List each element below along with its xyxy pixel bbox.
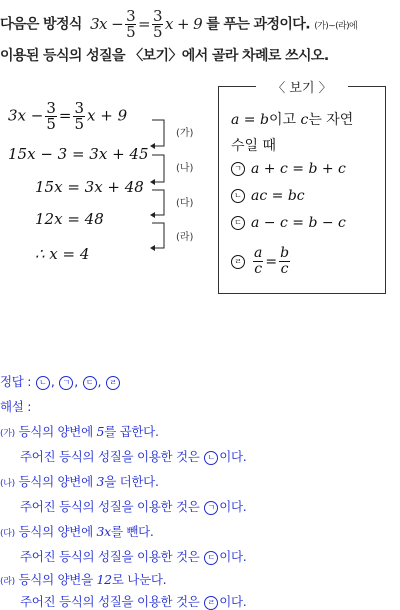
bogi-title: 〈 보기 〉 <box>256 77 348 95</box>
explain-text2: 을 더한다. <box>104 474 159 489</box>
explain-3-line-2 <box>20 547 246 565</box>
explain-mark: ㄷ <box>204 551 218 565</box>
bogi-expr: a + c = b + c <box>251 161 346 177</box>
step-label-2: (나) <box>176 163 194 174</box>
step-2: 15x = 3x + 48 <box>35 178 144 196</box>
answer-line: 정답 : ㄴ , ㄱ , ㄷ , ㄹ <box>0 372 121 390</box>
answer-mark-3: ㄷ <box>83 376 97 390</box>
item4-den2: c <box>280 261 289 277</box>
explain-1-line-1 <box>0 422 159 440</box>
bogi-condition-2: 수일 때 <box>231 138 277 154</box>
explain-suffix: 이다. <box>219 499 247 514</box>
bracket-3 <box>152 190 164 215</box>
explain-num: 12 <box>96 572 112 587</box>
explain-num: 3x <box>96 524 111 539</box>
explain-text: 등식의 양변을 <box>18 572 93 587</box>
step-4: ∴ x = 4 <box>35 245 90 263</box>
item4-eq: = <box>265 253 278 270</box>
frac-num: 3 <box>126 7 136 25</box>
explain-text: 등식의 양변에 <box>18 524 93 539</box>
explain-4-line-1 <box>0 570 166 588</box>
explain-prefix: 주어진 등식의 성질을 이용한 것은 <box>20 549 200 564</box>
explain-label: 해설 : <box>0 399 32 414</box>
answer-mark-1: ㄴ <box>36 376 50 390</box>
problem-prefix: 다음은 방정식 <box>0 16 82 33</box>
explain-num: 3 <box>96 474 105 489</box>
bracket-1 <box>152 120 164 146</box>
step-label-4: (라) <box>176 232 194 243</box>
explain-prefix: 주어진 등식의 성질을 이용한 것은 <box>20 449 200 464</box>
explain-text2: 로 나눈다. <box>111 572 167 587</box>
step0-num2: 3 <box>74 99 85 117</box>
circled-mark: ㄴ <box>231 189 245 203</box>
bracket-4 <box>152 223 164 248</box>
step-label-1: (가) <box>176 128 194 139</box>
explain-num: 5 <box>96 424 105 439</box>
bogi-item-3 <box>231 215 346 231</box>
item4-num2: b <box>280 245 290 261</box>
arrow-head-4 <box>150 245 155 251</box>
arrow-head-2 <box>150 179 155 185</box>
bracket-2 <box>152 155 164 182</box>
explain-tag: (가) <box>0 429 15 439</box>
bogi-item-2 <box>231 188 305 204</box>
circled-mark: ㄱ <box>231 162 245 176</box>
eq-lhs: 3x − <box>90 14 124 33</box>
explain-mark: ㄴ <box>204 451 218 465</box>
explain-3-line-1 <box>0 522 154 540</box>
arrow-head-3 <box>150 212 155 218</box>
cond-word2: 는 자연 <box>308 112 354 128</box>
frac-den-2: 5 <box>152 23 162 41</box>
explain-prefix: 주어진 등식의 성질을 이용한 것은 <box>20 499 200 514</box>
eq-sign: = <box>138 14 150 33</box>
explain-suffix: 이다. <box>219 549 247 564</box>
eq-rhs: x + 9 <box>164 14 203 33</box>
explain-text2: 를 곱한다. <box>104 424 159 439</box>
frac-den: 5 <box>126 23 136 41</box>
bogi-item-1 <box>231 161 346 177</box>
step0-rhs: x + 9 <box>87 106 128 125</box>
explain-mark: ㄱ <box>204 501 218 515</box>
step0-eq: = <box>58 106 72 125</box>
cond-a: a = b <box>231 112 269 128</box>
explain-text: 등식의 양변에 <box>18 424 93 439</box>
explain-prefix: 주어진 등식의 성질을 이용한 것은 <box>20 594 200 609</box>
item4-den1: c <box>254 261 263 277</box>
problem-suffix: 를 푸는 과정이다. <box>206 16 310 33</box>
bogi-expr: ac = bc <box>251 188 305 204</box>
explain-suffix: 이다. <box>219 594 247 609</box>
problem-tag: (가)~(라)에 <box>314 21 358 32</box>
explain-suffix: 이다. <box>219 449 247 464</box>
step-3: 12x = 48 <box>35 210 104 228</box>
explain-4-line-2 <box>20 592 246 610</box>
explain-2-line-1 <box>0 472 159 490</box>
frac-num-2: 3 <box>152 7 162 25</box>
bogi-expr: a − c = b − c <box>251 215 346 231</box>
bogi-expr-4 <box>251 245 292 277</box>
step0-den1: 5 <box>46 115 56 133</box>
explain-tag: (다) <box>0 529 15 539</box>
explain-text: 등식의 양변에 <box>18 474 93 489</box>
explain-mark: ㄹ <box>204 596 218 610</box>
circled-mark: ㄷ <box>231 216 245 230</box>
circled-mark: ㄹ <box>231 255 245 269</box>
problem-line-2: 이용된 등식의 성질을 〈보기〉에서 골라 차례로 쓰시오. <box>0 48 329 64</box>
bogi-condition <box>231 109 353 129</box>
arrow-head-1 <box>150 143 155 149</box>
bogi-item-4 <box>231 246 292 277</box>
explain-text2: 를 뺀다. <box>110 524 154 539</box>
explain-tag: (라) <box>0 577 15 587</box>
explain-1-line-2 <box>20 447 246 465</box>
explain-tag: (나) <box>0 479 15 489</box>
step0-den2: 5 <box>74 115 85 133</box>
answer-mark-2: ㄱ <box>59 376 73 390</box>
step0-lhs: 3x − <box>8 106 44 125</box>
step0-num1: 3 <box>46 99 56 117</box>
cond-c: c <box>300 112 309 128</box>
cond-word1: 이고 <box>268 112 297 128</box>
step-label-3: (다) <box>176 198 194 209</box>
explain-2-line-2 <box>20 497 246 515</box>
step-1: 15x − 3 = 3x + 45 <box>8 145 149 163</box>
item4-num1: a <box>254 245 263 261</box>
answer-label: 정답 : <box>0 374 32 389</box>
answer-mark-4: ㄹ <box>106 376 120 390</box>
